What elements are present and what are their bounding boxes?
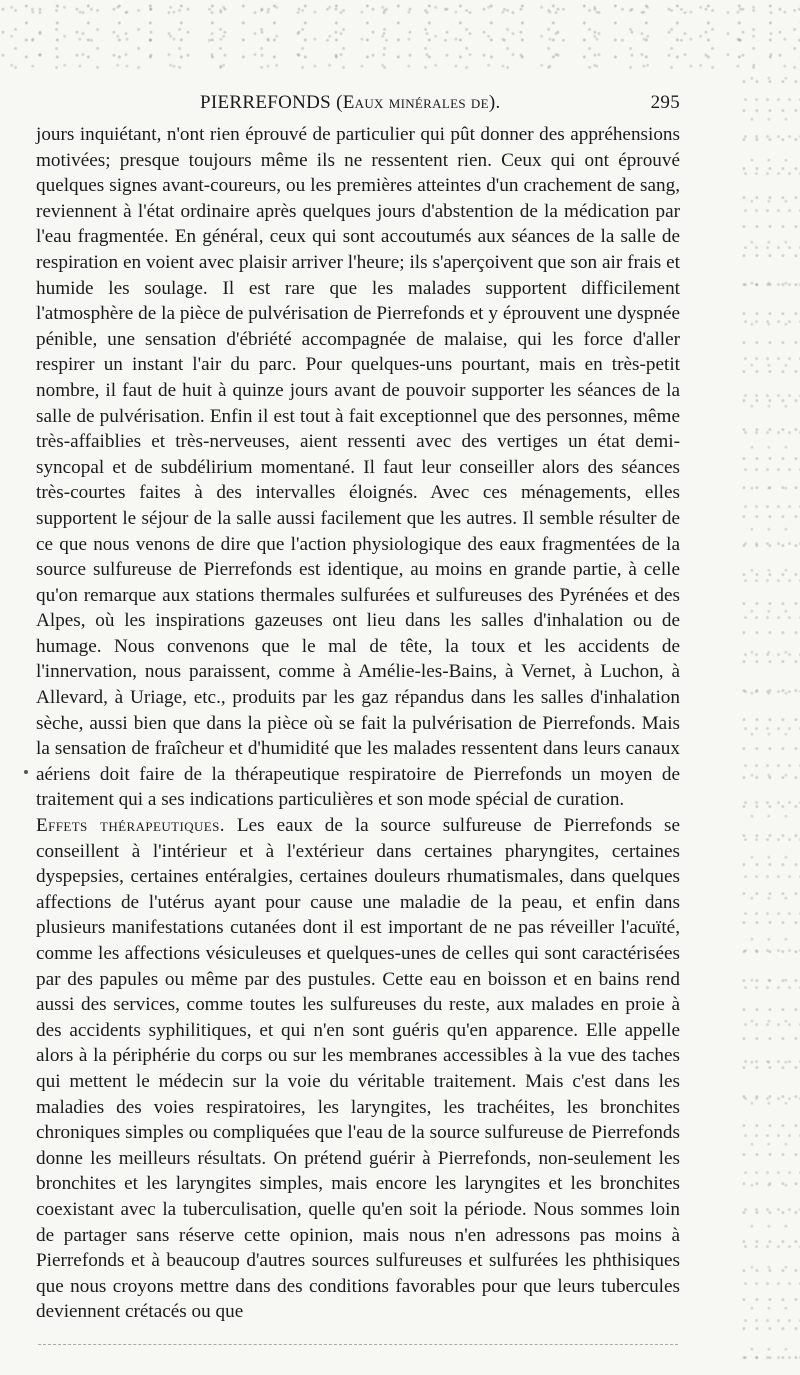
paragraph-1: jours inquiétant, n'ont rien éprouvé de particulier qui pût donner des appréhensions motivées; presque toujours même ils ne ressentent rien. Ceux qui ont éprouvé quelques signes avant-coureurs, ou les premières atteintes d'un crachement de sang, reviennent à l'état ordinaire après quelques jours d'abstention de la médication par l'eau fragmentée. En général, ceux qui sont accoutumés aux séances de la salle de respiration en voient avec plaisir arriver l'heure; ils s'aperçoivent que son air frais et humide les soulage. Il est rare que les malades supportent difficilement l'atmosphère de la pièce de pulvérisation de Pierrefonds et y éprouvent une dyspnée pénible, une sensation d'ébriété accompagnée de malaise, qui les force d'aller respirer un instant l'air du parc. Pour quelques-uns pourtant, mais en très-petit nombre, il faut de huit à quinze jours avant de pouvoir supporter les séances de la salle de pulvérisation. Enfin il est tout à fait exceptionnel que des personnes, même très-affaiblies et très-nerveuses, aient ressenti avec des vertiges un état demi-syncopal et de subdélirium momentané. Il faut leur conseiller alors des séances très-courtes faites à des intervalles éloignés. Avec ces ménagements, elles supportent le séjour de la salle aussi facilement que les autres. Il semble résulter de ce que nous venons de dire que l'action physiologique des eaux fragmentées de la source sulfureuse de Pierrefonds est identique, au moins en grande partie, à celle qu'on remarque aux stations thermales sulfurées et sulfureuses des Pyrénées et des Alpes, où les inspirations gazeuses ont lieu dans les salles d'inhalation ou de humage. Nous convenons que le mal de tête, la toux et les accidents de l'innervation, nous paraissent, comme à Amélie-les-Bains, à Vernet, à Luchon, à Allevard, à Uriage, etc., produits par les gaz répandus dans les salles d'inhalation sèche, aussi bien que dans la pièce où se fait la pulvérisation de Pierrefonds. Mais la sensation de fraîcheur et d'humidité que les malades ressentent dans leurs canaux aériens doit faire de la thérapeutique respiratoire de Pierrefonds un moyen de traitement qui a ses indications particulières et son mode spécial de curation. <box>36 124 680 811</box>
margin-mark <box>24 770 28 774</box>
section-subheading: Effets thérapeutiques. <box>36 815 225 837</box>
paragraph-2 <box>36 813 680 1325</box>
page-number: 295 <box>650 92 680 113</box>
scan-noise-top <box>0 0 800 70</box>
scan-noise-right <box>740 70 800 1370</box>
running-title <box>200 92 501 114</box>
page-header <box>40 92 680 116</box>
running-title-end: ). <box>488 92 501 113</box>
running-title-small-caps: aux minérales de <box>354 92 489 113</box>
bottom-rule <box>38 1344 678 1345</box>
running-title-main: PIERREFONDS (E <box>200 92 355 113</box>
paragraph-2-text: Les eaux de la source sulfureuse de Pierrefonds se conseillent à l'intérieur et à l'extérieur dans certaines pharyngites, certaines dyspepsies, certaines entéralgies, certaines douleurs rhumatismales, dans quelques affections de l'utérus ayant pour cause une maladie de la peau, et enfin dans plusieurs manifestations cutanées dont il est important de ne pas réveiller l'acuïté, comme les affections vésiculeuses et quelques-unes de celles qui sont caractérisées par des papules ou même par des pustules. Cette eau en boisson et en bains rend aussi des services, comme toutes les sulfureuses du reste, aux malades en proie à des accidents syphilitiques, et qui n'en sont guéris qu'en apparence. Elle appelle alors à la périphérie du corps ou sur les membranes accessibles à la vue des taches qui mettent le médecin sur la voie du véritable traitement. Mais c'est dans les maladies des voies respiratoires, les laryngites, les trachéites, les bronchites chroniques simples ou compliquées que l'eau de la source sulfureuse de Pierrefonds donne les meilleurs résultats. On prétend guérir à Pierrefonds, non-seulement les bronchites et les laryngites simples, mais encore les laryngites et les bronchites coexistant avec la tuberculisation, quelle qu'en soit la période. Nous sommes loin de partager sans réserve cette opinion, mais nous n'en adressons pas moins à Pierrefonds et à beaucoup d'autres sources sulfureuses et sulfurées les phthisiques que nous croyons mettre dans des conditions favorables pour que leurs tubercules deviennent crétacés ou que <box>36 815 680 1323</box>
body-text <box>36 122 680 1325</box>
